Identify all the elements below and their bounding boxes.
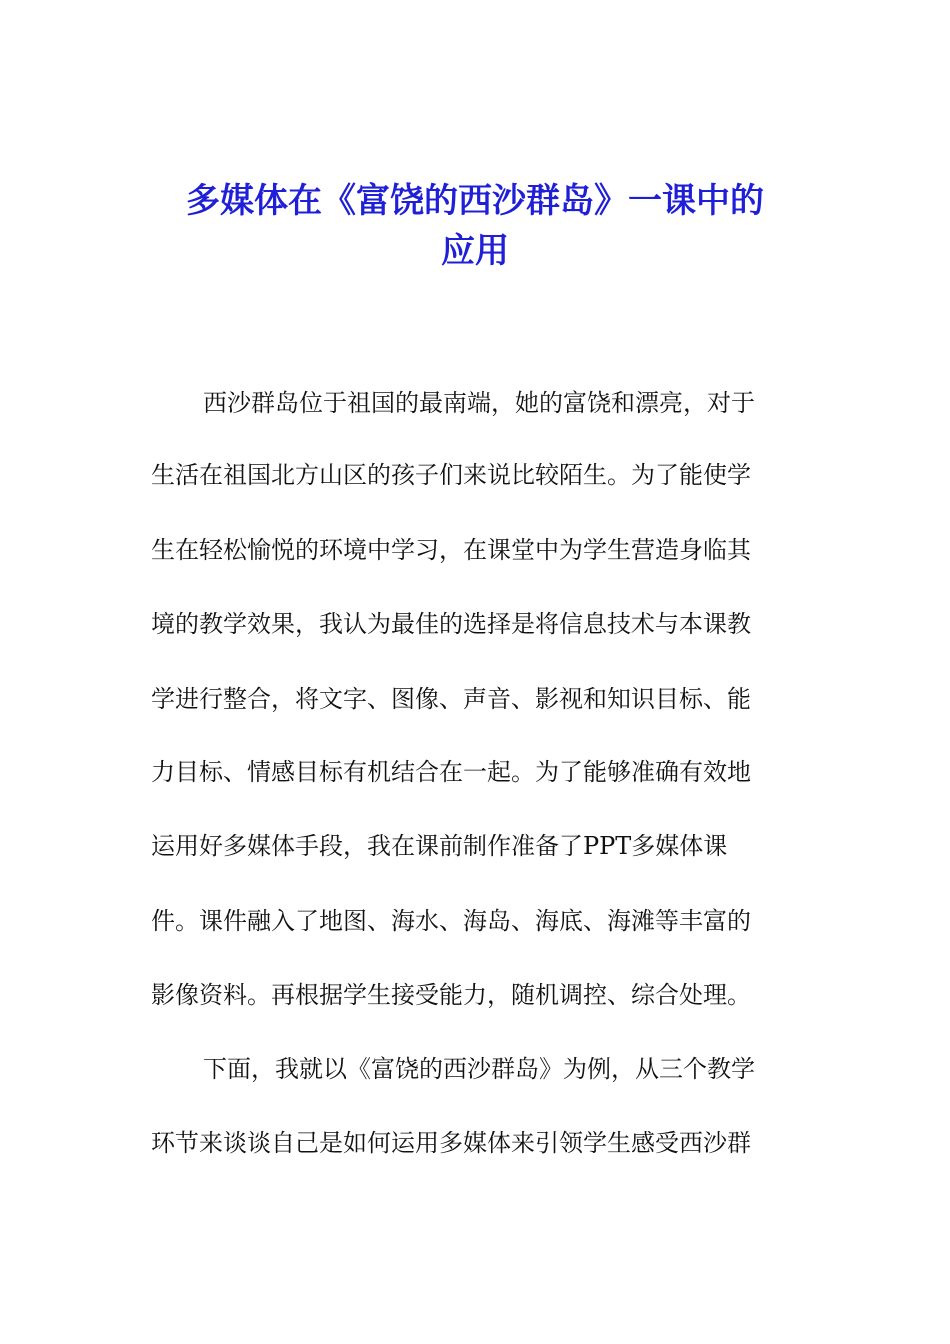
title-line-1: 多媒体在《富饶的西沙群岛》一课中的	[186, 181, 764, 221]
paragraph-1-line-6: 力目标、情感目标有机结合在一起。为了能够准确有效地	[151, 758, 751, 786]
paragraph-2-line-1: 下面，我就以《富饶的西沙群岛》为例，从三个教学	[203, 1055, 755, 1083]
paragraph-1-line-7: 运用好多媒体手段，我在课前制作准备了PPT多媒体课	[151, 832, 728, 860]
paragraph-1-line-9: 影像资料。再根据学生接受能力，随机调控、综合处理。	[151, 981, 751, 1009]
paragraph-1-line-1: 西沙群岛位于祖国的最南端，她的富饶和漂亮，对于	[203, 389, 755, 417]
title-line-2: 应用	[441, 231, 509, 271]
paragraph-1-line-5: 学进行整合，将文字、图像、声音、影视和知识目标、能	[151, 685, 751, 713]
paragraph-2-line-2: 环节来谈谈自己是如何运用多媒体来引领学生感受西沙群	[151, 1129, 751, 1157]
paragraph-1-line-8: 件。课件融入了地图、海水、海岛、海底、海滩等丰富的	[151, 907, 751, 935]
document-title	[140, 176, 810, 276]
paragraph-1-line-4: 境的教学效果，我认为最佳的选择是将信息技术与本课教	[151, 610, 751, 638]
paragraph-1-line-3: 生在轻松愉悦的环境中学习，在课堂中为学生营造身临其	[151, 536, 751, 564]
paragraph-1-line-2: 生活在祖国北方山区的孩子们来说比较陌生。为了能使学	[151, 461, 751, 489]
